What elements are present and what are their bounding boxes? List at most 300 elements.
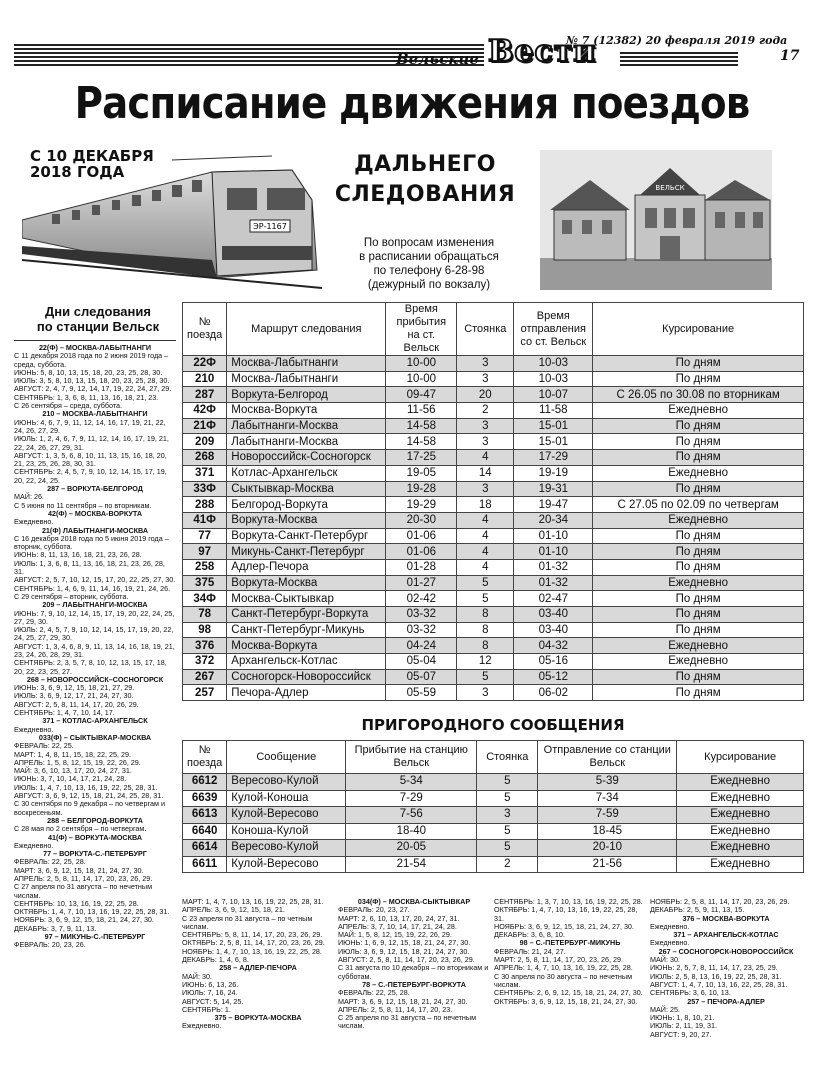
col-header-train-no: № поезда [183,741,227,774]
route: Лабытнанги-Москва [227,434,386,450]
station-photo [540,150,772,290]
stop-duration: 3 [477,807,538,824]
schedule-text: СЕНТЯБРЬ: 1, 4, 6, 9, 11, 14, 16, 19, 21, 24, 26. [14,583,171,593]
route: Москва-Сыктывкар [227,591,386,607]
train-number: 6640 [183,823,227,840]
train-number-plate: ЭР-1167 [253,222,287,231]
departure-time: 02-47 [514,591,593,607]
route: Воркута-Белгород [227,387,386,403]
train-number: 41Ф [183,512,227,528]
departure-time: 01-10 [514,528,593,544]
schedule-text: ИЮЛЬ: 1, 2, 4, 6, 7, 9, 11, 12, 14, 16, 17, 19, 21, 22, 24, 26, 27, 29, 31. [14,434,169,452]
schedule-text: СЕНТЯБРЬ: 2, 4, 5, 7, 9, 10, 12, 14, 15, 17, 19, 20, 22, 24, 25. [14,467,167,485]
running-days: Ежедневно [593,638,804,654]
train-number: 22Ф [183,356,227,372]
schedule-text: СЕНТЯБРЬ: 1. [182,1004,231,1014]
schedule-text: МАЙ: 25. [650,1004,680,1014]
departure-time: 19-47 [514,497,593,513]
schedule-text: АПРЕЛЬ: 2, 5, 8, 11, 14, 17, 20, 23. [338,1004,453,1014]
col-header-running: Курсирование [593,303,804,356]
table-row [183,418,804,434]
running-days: По дням [593,607,804,623]
bottom-column-3 [494,898,646,1074]
running-days: Ежедневно [677,774,804,791]
running-days: По дням [593,528,804,544]
schedule-text: С 27 апреля по 31 августа – по нечетным числам. [14,882,153,900]
schedule-text: ИЮЛЬ: 3, 6, 9, 12, 15, 18, 21, 24, 27, 30. [338,946,470,956]
schedule-text: АВГУСТ: 2, 5, 8, 11, 14, 17, 20, 23, 26, 29. [338,955,475,965]
running-days: По дням [593,371,804,387]
schedule-text: МАРТ: 1, 4, 8, 11, 15, 18, 22, 25, 29. [14,749,132,759]
route: Белгород-Воркута [227,497,386,513]
suburban-heading: ПРИГОРОДНОГО СООБЩЕНИЯ [361,716,625,734]
schedule-text: ИЮНЬ: 3, 7, 10, 14, 17, 21, 24, 28. [14,774,127,784]
train-number: 371 [183,465,227,481]
running-days: По дням [593,669,804,685]
running-days: С 27.05 по 02.09 по четвергам [593,497,804,513]
arrival-time: 14-58 [386,418,457,434]
schedule-text: ДЕКАБРЬ: 3, 7, 9, 11, 13. [14,923,97,933]
table-row [183,840,804,857]
schedule-text: АПРЕЛЬ: 1, 5, 8, 12, 15, 19, 22, 26, 29. [14,757,141,767]
departure-time: 19-19 [514,465,593,481]
train-heading: 033(Ф) – СЫКТЫВКАР-МОСКВА [38,732,152,742]
running-days: Ежедневно [593,654,804,670]
stop-duration: 4 [457,559,514,575]
running-days: По дням [593,622,804,638]
departure-time: 04-32 [514,638,593,654]
train-photo [22,147,332,290]
train-number: 6614 [183,840,227,857]
stop-duration: 4 [457,450,514,466]
running-days: Ежедневно [593,575,804,591]
route: Вересово-Кулой [227,840,346,857]
route: Москва-Лабытнанги [227,371,386,387]
table-row [183,356,804,372]
schedule-text: СЕНТЯБРЬ: 5, 8, 11, 14, 17, 20, 23, 26, 29. [182,930,323,940]
stop-duration: 3 [457,685,514,701]
arrival-time: 01-28 [386,559,457,575]
schedule-text: АВГУСТ: 5, 14, 25. [182,996,244,1006]
table-row [183,497,804,513]
table-row [183,465,804,481]
schedule-text: С 29 сентября – вторник, суббота. [14,591,129,601]
schedule-text: МАРТ: 2, 6, 10, 13, 17, 20, 24, 27, 31. [338,913,460,923]
departure-time: 5-39 [538,774,677,791]
schedule-text: ИЮЛЬ: 1, 3, 6, 8, 11, 13, 16, 18, 21, 23, 26, 28, 31. [14,558,165,577]
train-number: 78 [183,607,227,623]
arrival-time: 14-58 [386,434,457,450]
route: Лабытнанги-Москва [227,418,386,434]
route: Архангельск-Котлас [227,654,386,670]
train-heading: 371 – КОТЛАС-АРХАНГЕЛЬСК [42,716,148,726]
col-header-departure: Время отправления со ст. Вельск [514,303,593,356]
train-heading: 42(Ф) – МОСКВА-ВОРКУТА [47,508,143,518]
schedule-text: АПРЕЛЬ: 1, 4, 7, 10, 13, 16, 19, 22, 25, 28. [494,963,633,973]
departure-time: 10-07 [514,387,593,403]
note-line: (дежурный по вокзалу) [367,279,491,291]
schedule-text: ФЕВРАЛЬ: 22, 25, 28. [338,988,410,998]
schedule-text: ОКТЯБРЬ: 2, 5, 8, 11, 14, 17, 20, 23, 26, 29. [182,938,325,948]
schedule-text: АВГУСТ: 2, 5, 8, 11, 14, 17, 20, 26, 29. [14,699,139,709]
departure-time: 15-01 [514,418,593,434]
schedule-text: НОЯБРЬ: 2, 5, 8, 11, 14, 17, 20, 23, 26, 29. [650,898,790,906]
departure-time: 7-59 [538,807,677,824]
arrival-time: 20-30 [386,512,457,528]
stop-duration: 12 [457,654,514,670]
running-days: Ежедневно [593,512,804,528]
col-header-stop: Стоянка [477,741,538,774]
departure-time: 18-45 [538,823,677,840]
train-number: 268 [183,450,227,466]
schedule-text: АВГУСТ: 1, 3, 4, 6, 8, 9, 11, 13, 14, 16, 18, 19, 21, 23, 24, 26, 28, 29, 31. [14,641,175,659]
table-row [183,371,804,387]
departure-time: 19-31 [514,481,593,497]
schedule-text: ИЮНЬ: 5, 8, 10, 13, 15, 18, 20, 23, 25, 28, 30. [14,367,163,377]
schedule-text: СЕНТЯБРЬ: 1, 3, 7, 10, 13, 16, 19, 22, 25, 28. [494,898,643,906]
stop-duration: 14 [457,465,514,481]
schedule-text: ИЮНЬ: 8, 11, 13, 16, 18, 21, 23, 26, 28. [14,550,142,560]
train-number: 21Ф [183,418,227,434]
running-days: По дням [593,418,804,434]
schedule-text: АПРЕЛЬ: 3, 6, 9, 12, 15, 18, 21. [182,905,285,915]
table-row [183,774,804,791]
train-number: 210 [183,371,227,387]
schedule-text: МАРТ: 3, 6, 9, 12, 15, 18, 21, 24, 27, 30. [338,996,468,1006]
table-row [183,387,804,403]
schedule-text: Ежедневно. [14,724,54,734]
train-number: 6612 [183,774,227,791]
paper-name-small: Вельские [396,50,479,68]
running-days: Ежедневно [677,840,804,857]
stop-duration: 3 [457,418,514,434]
running-days: С 26.05 по 30.08 по вторникам [593,387,804,403]
schedule-text: Ежедневно. [14,840,54,850]
train-heading: 288 – БЕЛГОРОД-ВОРКУТА [47,815,143,825]
col-header-arrival: Время прибытия на ст. Вельск [386,303,457,356]
stop-duration: 3 [457,356,514,372]
schedule-text: ИЮНЬ: 1, 8, 10, 21. [650,1013,715,1023]
running-days: По дням [593,434,804,450]
train-number: 267 [183,669,227,685]
arrival-time: 11-56 [386,403,457,419]
departure-time: 15-01 [514,434,593,450]
long-distance-table [182,302,804,701]
table-row [183,607,804,623]
long-distance-heading [330,150,520,210]
stop-duration: 5 [477,840,538,857]
schedule-text: ИЮЛЬ: 3, 6, 9, 12, 17, 21, 24, 27, 30. [14,691,134,701]
table-row [183,685,804,701]
contact-note [340,236,518,292]
table-row [183,450,804,466]
note-line: По вопросам изменения [363,237,495,249]
col-header-route: Маршрут следования [227,303,386,356]
schedule-text: ИЮНЬ: 2, 5, 7, 8, 11, 14, 17, 23, 25, 29. [650,963,778,973]
departure-time: 03-40 [514,607,593,623]
train-number: 372 [183,654,227,670]
table-row [183,512,804,528]
schedule-text: ДЕКАБРЬ: 1, 4, 6, 8. [182,955,249,965]
route: Микунь-Санкт-Петербург [227,544,386,560]
since-line-1: С 10 ДЕКАБРЯ [30,147,154,165]
route: Москва-Лабытнанги [227,356,386,372]
route: Кулой-Вересово [227,856,346,873]
schedule-text: МАЙ: 30. [650,955,680,965]
arrival-time: 17-25 [386,450,457,466]
schedule-text: СЕНТЯБРЬ: 1, 4, 7, 10, 14, 17. [14,708,115,718]
departure-time: 01-10 [514,544,593,560]
stop-duration: 3 [457,371,514,387]
route: Кулой-Вересово [227,807,346,824]
schedule-text: МАЙ: 3, 6, 10, 13, 17, 20, 24, 27, 31. [14,766,132,776]
stop-duration: 5 [457,575,514,591]
issue-info: № 7 (12382) 20 февраля 2019 года [566,34,788,47]
arrival-time: 18-40 [346,823,477,840]
schedule-text: С 23 апреля по 31 августа – по четным числам. [182,913,313,931]
schedule-text: ИЮЛЬ: 2, 5, 8, 13, 16, 19, 22, 25, 28, 31. [650,971,782,981]
table-row [183,481,804,497]
schedule-text: Ежедневно. [14,517,54,527]
departure-time: 01-32 [514,559,593,575]
left-column-title-line: Дни следования [45,304,151,319]
running-days: Ежедневно [677,823,804,840]
route: Санкт-Петербург-Микунь [227,622,386,638]
left-column-title-line: по станции Вельск [36,319,160,334]
table-row [183,403,804,419]
schedule-text: ИЮНЬ: 7, 9, 10, 12, 14, 15, 17, 19, 20, 22, 24, 25, 27, 29, 30. [14,608,175,626]
stop-duration: 2 [457,403,514,419]
arrival-time: 05-07 [386,669,457,685]
schedule-text: С 11 декабря 2018 года по 2 июня 2019 года – среда, суббота. [14,351,169,369]
departure-time: 21-56 [538,856,677,873]
bottom-column-1 [182,898,334,1074]
stop-duration: 5 [477,790,538,807]
train-heading: 21(Ф) ЛАБЫТНАНГИ-МОСКВА [41,525,149,535]
paper-name-logo: Вести [488,34,597,69]
schedule-text: ФЕВРАЛЬ: 20, 23, 27. [338,905,410,915]
running-days: По дням [593,685,804,701]
schedule-text: С 5 июня по 11 сентября – по вторникам. [14,500,152,510]
running-days: По дням [593,481,804,497]
running-days: Ежедневно [677,790,804,807]
running-days: По дням [593,559,804,575]
route: Сосногорск-Новороссийск [227,669,386,685]
stop-duration: 4 [457,512,514,528]
departure-time: 05-12 [514,669,593,685]
schedule-text: ОКТЯБРЬ: 3, 6, 9, 12, 15, 18, 21, 24, 27, 30. [494,996,638,1006]
note-line: по телефону 6-28-98 [373,265,485,277]
schedule-text: НОЯБРЬ: 3, 6, 9, 12, 15, 18, 21, 24, 27, 30. [494,921,634,931]
left-column-title [28,304,168,334]
schedule-text: ИЮЛЬ: 1, 4, 7, 10, 13, 16, 19, 22, 25, 28, 31. [14,782,158,792]
schedule-text: Ежедневно. [182,1021,222,1031]
departure-time: 06-02 [514,685,593,701]
table-row [183,434,804,450]
route: Воркута-Москва [227,512,386,528]
schedule-text: С 30 сентября по 9 декабря – по четвергам и воскресеньям. [14,799,165,817]
schedule-text: СЕНТЯБРЬ: 2, 6, 9, 12, 15, 18, 21, 24, 27, 30. [494,988,643,998]
schedule-text: СЕНТЯБРЬ: 1, 3, 6, 8, 11, 13, 16, 18, 21, 23. [14,392,159,402]
table-row [183,528,804,544]
table-row [183,544,804,560]
arrival-time: 10-00 [386,371,457,387]
schedule-text: АВГУСТ: 1, 3, 5, 6, 8, 10, 11, 13, 15, 16, 18, 20, 21, 23, 25, 26, 28, 30, 31. [14,450,167,469]
arrival-time: 03-32 [386,607,457,623]
arrival-time: 01-06 [386,544,457,560]
schedule-text: АПРЕЛЬ: 3, 7, 10, 14, 17, 21, 24, 28. [338,921,457,931]
train-number: 34Ф [183,591,227,607]
long-distance-line-2: СЛЕДОВАНИЯ [334,182,516,207]
stop-duration: 5 [477,774,538,791]
arrival-time: 19-29 [386,497,457,513]
departure-time: 17-29 [514,450,593,466]
train-number: 42Ф [183,403,227,419]
stop-duration: 5 [457,669,514,685]
schedule-text: Ежедневно. [650,938,690,948]
train-number: 287 [183,387,227,403]
train-number: 375 [183,575,227,591]
schedule-text: НОЯБРЬ: 3, 6, 9, 12, 15, 18, 21, 24, 27, 30. [14,915,154,925]
table-row [183,559,804,575]
arrival-time: 20-05 [346,840,477,857]
train-number: 258 [183,559,227,575]
train-heading: 210 – МОСКВА-ЛАБЫТНАНГИ [42,409,148,419]
train-heading: 258 – АДЛЕР-ПЕЧОРА [219,963,297,973]
train-heading: 41(Ф) – ВОРКУТА-МОСКВА [47,832,143,842]
schedule-text: ИЮЛЬ: 3, 5, 8, 10, 13, 15, 18, 20, 23, 25, 28, 30. [14,376,170,386]
arrival-time: 09-47 [386,387,457,403]
stop-duration: 5 [477,823,538,840]
route: Печора-Адлер [227,685,386,701]
col-header-train-no: № поезда [183,303,227,356]
schedule-text: ДЕКАБРЬ: 3, 6, 8, 10. [494,930,565,940]
arrival-time: 05-59 [386,685,457,701]
train-heading: 209 – ЛАБЫТНАНГИ-МОСКВА [42,600,148,610]
running-days: Ежедневно [593,465,804,481]
col-header-running: Курсирование [677,741,804,774]
route: Кулой-Коноша [227,790,346,807]
schedule-text: ФЕВРАЛЬ: 22, 25. [14,741,74,751]
stop-duration: 4 [457,544,514,560]
train-heading: 034(Ф) – МОСКВА-СЫКТЫВКАР [357,898,471,906]
stop-duration: 2 [477,856,538,873]
schedule-text: С 28 мая по 2 сентября – по четвергам. [14,824,147,834]
schedule-text: МАЙ: 30. [182,971,212,981]
col-header-departure: Отправление со станции Вельск [538,741,677,774]
stop-duration: 8 [457,622,514,638]
route: Сыктывкар-Москва [227,481,386,497]
schedule-text: СЕНТЯБРЬ: 3, 6, 10, 13. [650,988,731,998]
schedule-text: МАРТ: 1, 4, 7, 10, 13, 16, 19, 22, 25, 28, 31. [182,898,324,906]
schedule-text: АПРЕЛЬ: 2, 5, 8, 11, 14, 17, 20, 23, 26, 29. [14,874,153,883]
schedule-text: СЕНТЯБРЬ: 2, 3, 5, 7, 8, 10, 12, 13, 15, 17, 18, 20, 22, 23, 25, 27. [14,658,167,676]
route: Вересово-Кулой [227,774,346,791]
bottom-column-2 [338,898,490,1074]
train-number: 6613 [183,807,227,824]
schedule-text: НОЯБРЬ: 1, 4, 7, 10, 13, 16, 19, 22, 25, 28. [182,946,322,956]
stop-duration: 18 [457,497,514,513]
left-column-days [14,344,176,1068]
schedule-text: ОКТЯБРЬ: 1, 4, 7, 10, 13, 16, 19, 22, 25, 28, 31. [14,907,170,917]
arrival-time: 02-42 [386,591,457,607]
train-number: 376 [183,638,227,654]
running-days: По дням [593,591,804,607]
route: Москва-Воркута [227,638,386,654]
stop-duration: 8 [457,607,514,623]
train-number: 6639 [183,790,227,807]
schedule-text: ИЮЛЬ: 7, 16, 24. [182,988,238,998]
bottom-column-4 [650,898,802,1074]
train-number: 77 [183,528,227,544]
table-row [183,575,804,591]
train-number: 6611 [183,856,227,873]
schedule-text: С 31 августа по 10 декабря – по вторникам и субботам. [338,963,489,981]
departure-time: 20-34 [514,512,593,528]
route: Санкт-Петербург-Воркута [227,607,386,623]
masthead-rule-right [620,52,738,66]
schedule-text: ИЮЛЬ: 2, 4, 5, 7, 9, 10, 12, 14, 15, 17, 19, 20, 22, 24, 25, 27, 29, 30. [14,625,174,643]
col-header-route: Сообщение [227,741,346,774]
train-number: 257 [183,685,227,701]
schedule-text: ФЕВРАЛЬ: 22, 25, 28. [14,857,86,867]
train-heading: 22(Ф) – МОСКВА-ЛАБЫТНАНГИ [38,344,152,352]
schedule-text: С 26 сентября – среда, суббота. [14,401,123,411]
schedule-text: ИЮНЬ: 1, 6, 9, 12, 15, 18, 21, 24, 27, 30. [338,938,471,948]
schedule-text: МАРТ: 3, 6, 9, 12, 15, 18, 21, 24, 27, 30. [14,865,144,875]
divider [14,340,176,341]
route: Новороссийск-Сосногорск [227,450,386,466]
departure-time: 03-40 [514,622,593,638]
train-heading: 268 – НОВОРОССИЙСК–СОСНОГОРСК [26,674,164,684]
table-row [183,654,804,670]
table-row [183,807,804,824]
arrival-time: 01-27 [386,575,457,591]
train-number: 97 [183,544,227,560]
arrival-time: 21-54 [346,856,477,873]
schedule-text: АВГУСТ: 1, 4, 7, 10, 13, 16, 22, 25, 28, 31. [650,979,788,989]
train-heading: 267 – СОСНОГОРСК-НОВОРОССИЙСК [658,946,794,956]
train-number: 209 [183,434,227,450]
departure-time: 10-03 [514,371,593,387]
schedule-text: ФЕВРАЛЬ: 20, 23, 26. [14,940,86,950]
schedule-text: ИЮНЬ: 4, 6, 7, 9, 11, 12, 14, 16, 17, 19, 21, 22, 24, 26, 27, 29. [14,417,166,435]
table-row [183,591,804,607]
route: Воркута-Санкт-Петербург [227,528,386,544]
running-days: Ежедневно [677,856,804,873]
station-sign: ВЕЛЬСК [655,184,685,192]
schedule-text: МАРТ: 2, 5, 8, 11, 14, 17, 20, 23, 26, 29. [494,955,623,965]
schedule-text: АВГУСТ: 2, 5, 7, 10, 12, 15, 17, 20, 22, 25, 27, 30. [14,575,176,585]
schedule-text: МАЙ: 1, 5, 8, 12, 15, 19, 22, 26, 29. [338,930,452,940]
arrival-time: 19-05 [386,465,457,481]
schedule-text: С 30 апреля по 30 августа – по нечетным числам. [494,971,633,989]
suburban-table [182,740,804,873]
col-header-stop: Стоянка [457,303,514,356]
route: Москва-Воркута [227,403,386,419]
schedule-text: АВГУСТ: 3, 6, 9, 12, 15, 18, 21, 24, 25, 28, 31. [14,791,164,801]
page-number: 17 [780,48,800,64]
train-number: 98 [183,622,227,638]
table-row [183,638,804,654]
stop-duration: 3 [457,481,514,497]
train-heading: 376 – МОСКВА-ВОРКУТА [682,913,770,923]
stop-duration: 5 [457,591,514,607]
table-row [183,856,804,873]
arrival-time: 10-00 [386,356,457,372]
departure-time: 20-10 [538,840,677,857]
note-line: в расписании обращаться [359,251,499,263]
